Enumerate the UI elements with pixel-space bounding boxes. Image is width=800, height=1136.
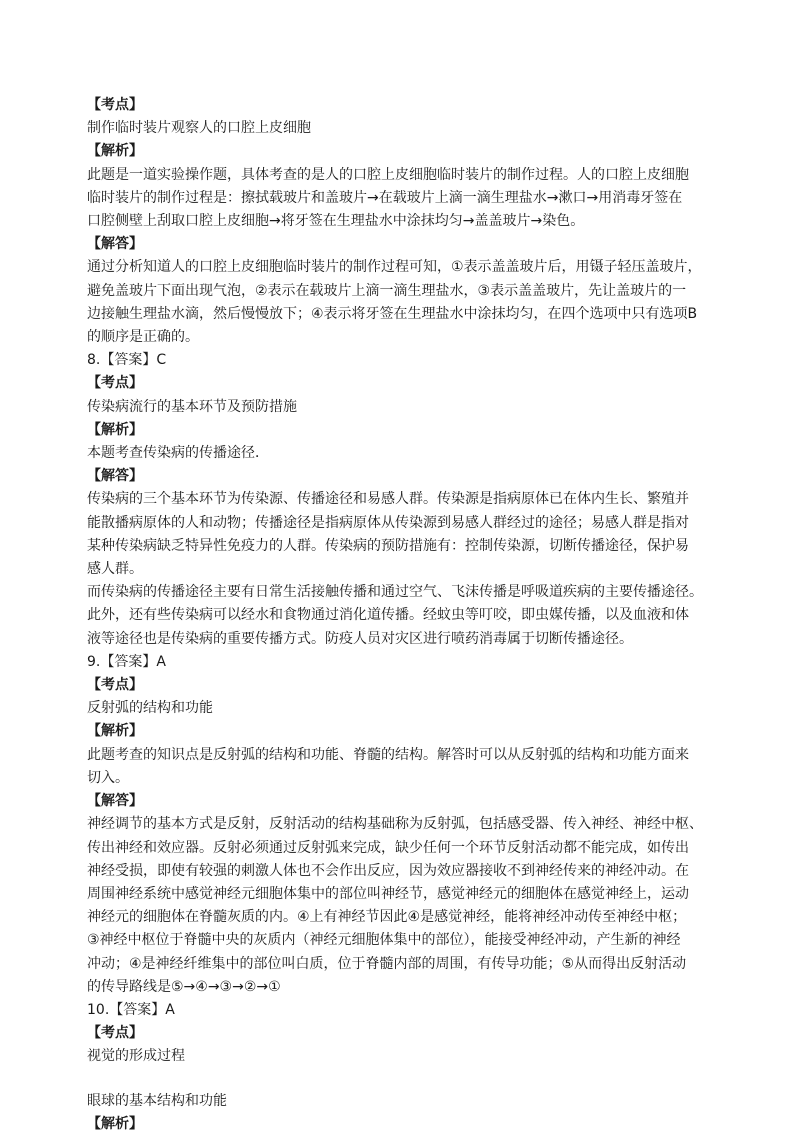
text-line: 10.【答案】A [87, 1001, 175, 1018]
text-line: 8.【答案】C [87, 352, 167, 369]
heading-text: 【解答】 [87, 793, 143, 810]
text-line: 的传导路线是⑤→④→③→②→① [87, 978, 281, 995]
text-line: 此题考查的知识点是反射弧的结构和功能、脊髓的结构。解答时可以从反射弧的结构和功能方面来 [87, 746, 689, 763]
text-line: 某种传染病缺乏特异性免疫力的人群。传染病的预防措施有：控制传染源，切断传播途径，保护易 [87, 537, 689, 554]
heading-text: 【考点】 [87, 375, 143, 392]
heading-text: 【解析】 [87, 723, 143, 740]
heading-text: 【解析】 [87, 143, 143, 160]
paragraph [87, 164, 713, 234]
heading-text: 【考点】 [87, 97, 143, 113]
text-line: 感人群。 [87, 561, 143, 578]
section-heading [87, 465, 713, 488]
text-line: 通过分析知道人的口腔上皮细胞临时装片的制作过程可知，①表示盖盖玻片后，用镊子轻压盖玻片， [87, 259, 702, 276]
paragraph [87, 651, 713, 674]
blank-line [87, 1069, 713, 1090]
text-line: 制作临时装片观察人的口腔上皮细胞 [87, 120, 311, 137]
text-line: 冲动；④是神经纤维集中的部位叫白质，位于脊髓内部的周围，有传导功能；⑤从而得出反射活动 [87, 955, 687, 972]
paragraph [87, 488, 713, 650]
text-line: ③神经中枢位于脊髓中央的灰质内（神经元细胞体集中的部位），能接受神经冲动，产生新的神经 [87, 932, 681, 949]
text-line: 传染病的三个基本环节为传染源、传播途径和易感人群。传染源是指病原体已在体内生长、繁殖并 [87, 491, 689, 508]
paragraph [87, 442, 713, 465]
section-heading [87, 233, 713, 256]
heading-text: 【解答】 [87, 468, 143, 485]
text-line: 神经元的细胞体在脊髓灰质的内。④上有神经节因此④是感觉神经，能将神经冲动传至神经中枢； [87, 909, 687, 926]
text-line: 临时装片的制作过程是：擦拭载玻片和盖玻片→在载玻片上滴一滴生理盐水→漱口→用消毒牙签在 [87, 189, 683, 206]
section-heading [87, 372, 713, 395]
paragraph [87, 1090, 713, 1113]
text-line: 而传染病的传播途径主要有日常生活接触传播和通过空气、飞沫传播是呼吸道疾病的主要传播途径。 [87, 584, 703, 601]
paragraph [87, 256, 713, 349]
paragraph [87, 697, 713, 720]
paragraph [87, 396, 713, 419]
section-heading [87, 419, 713, 442]
paragraph [87, 999, 713, 1022]
text-line: 传染病流行的基本环节及预防措施 [87, 398, 297, 415]
section-heading [87, 1022, 713, 1045]
section-heading [87, 140, 713, 163]
text-line: 传出神经和效应器。反射必须通过反射弧来完成，缺少任何一个环节反射活动都不能完成，如传出 [87, 839, 689, 856]
text-line: 反射弧的结构和功能 [87, 700, 213, 717]
text-line: 视觉的形成过程 [87, 1048, 185, 1065]
paragraph [87, 813, 713, 999]
text-line: 的顺序是正确的。 [87, 329, 199, 346]
text-line: 能散播病原体的人和动物；传播途径是指病原体从传染源到易感人群经过的途径；易感人群是指对 [87, 514, 689, 531]
heading-text: 【考点】 [87, 677, 143, 694]
paragraph [87, 349, 713, 372]
text-line: 边接触生理盐水滴，然后慢慢放下；④表示将牙签在生理盐水中涂抹均匀，在四个选项中只有选项B [87, 305, 698, 322]
text-line: 周围神经系统中感觉神经元细胞体集中的部位叫神经节，感觉神经元的细胞体在感觉神经上，运动 [87, 885, 689, 902]
text-line: 此题是一道实验操作题，具体考查的是人的口腔上皮细胞临时装片的制作过程。人的口腔上皮细胞 [87, 166, 689, 183]
heading-text: 【考点】 [87, 1025, 143, 1042]
heading-text: 【解答】 [87, 236, 143, 253]
section-heading [87, 674, 713, 697]
section-heading [87, 790, 713, 813]
section-heading [87, 1113, 713, 1136]
text-line: 避免盖玻片下面出现气泡，②表示在载玻片上滴一滴生理盐水，③表示盖盖玻片，先让盖玻片的一 [87, 282, 687, 299]
text-line: 9.【答案】A [87, 653, 166, 670]
text-line: 眼球的基本结构和功能 [87, 1092, 227, 1109]
paragraph [87, 1045, 713, 1068]
text-line: 本题考查传染病的传播途径． [87, 445, 269, 462]
section-heading [87, 94, 713, 117]
paragraph [87, 117, 713, 140]
text-line: 口腔侧壁上刮取口腔上皮细胞→将牙签在生理盐水中涂抹均匀→盖盖玻片→染色。 [87, 213, 585, 230]
text-line: 神经调节的基本方式是反射，反射活动的结构基础称为反射弧，包括感受器、传入神经、神经中枢、 [87, 816, 703, 833]
text-line: 切入。 [87, 769, 129, 786]
document-page [87, 94, 713, 1136]
text-line: 液等途径也是传染病的重要传播方式。防疫人员对灾区进行喷药消毒属于切断传播途径。 [87, 630, 633, 647]
heading-text: 【解析】 [87, 1115, 143, 1132]
paragraph [87, 744, 713, 790]
heading-text: 【解析】 [87, 421, 143, 438]
section-heading [87, 720, 713, 743]
text-line: 神经受损，即使有较强的刺激人体也不会作出反应，因为效应器接收不到神经传来的神经冲动。在 [87, 862, 689, 879]
text-line: 此外，还有些传染病可以经水和食物通过消化道传播。经蚊虫等叮咬，即虫媒传播，以及血液和体 [87, 607, 689, 624]
